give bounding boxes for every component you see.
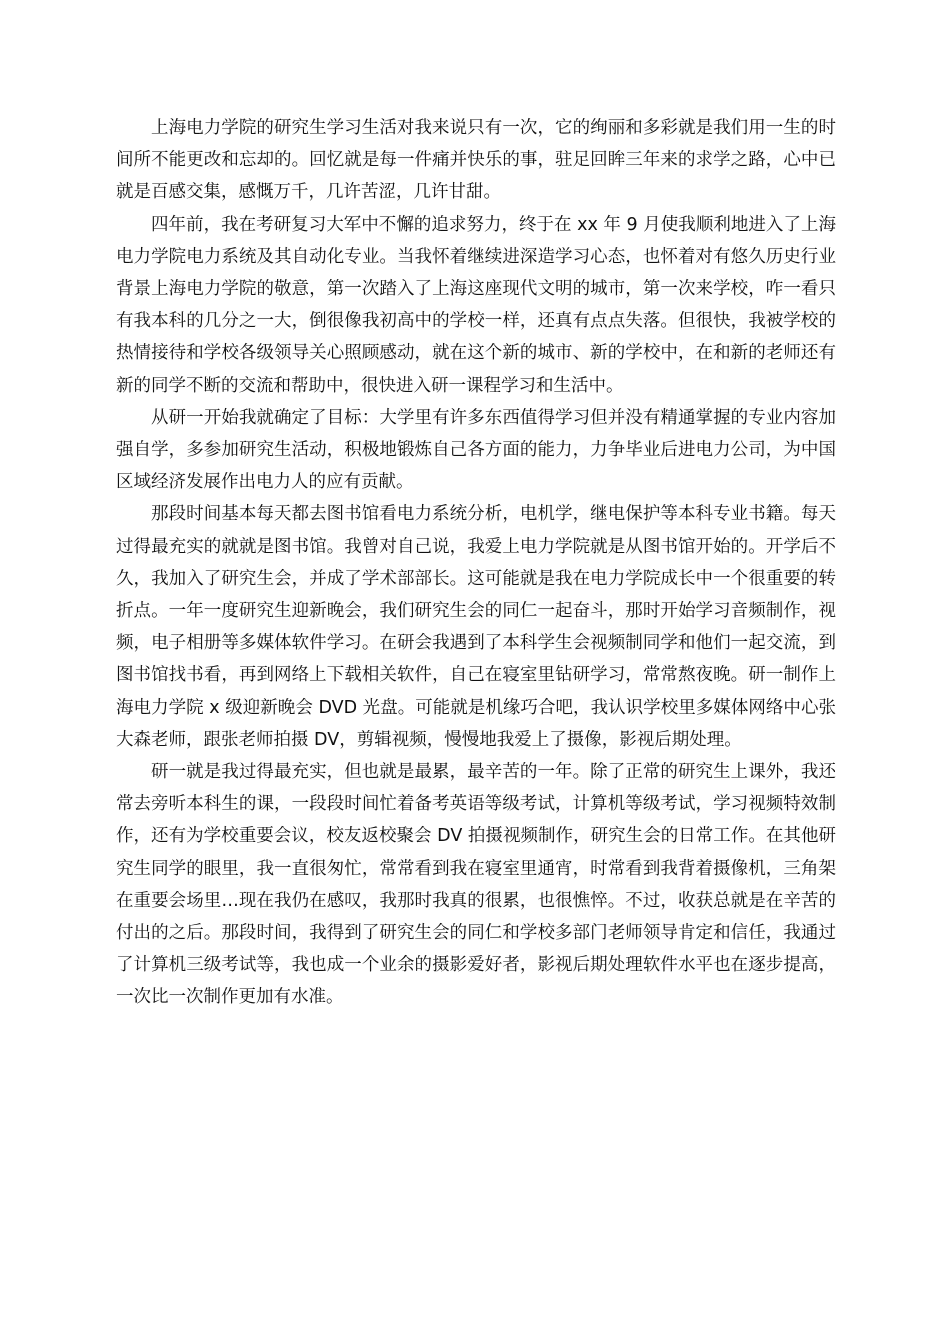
paragraph-5: 研一就是我过得最充实，但也就是最累，最辛苦的一年。除了正常的研究生上课外，我还常去旁听本科生的课，一段段时间忙着备考英语等级考试，计算机等级考试，学习视频特效制作，还有为学校重要会议，校友返校聚会 DV 拍摄视频制作，研究生会的日常工作。在其他研究生同学的眼里，我一直很匆忙，常常看到我在寝室里通宵，时常看到我背着摄像机，三角架在重要会场里…现在我仍在感叹，我那时我真的很累，也很憔悴。不过，收获总就是在辛苦的付出的之后。那段时间，我得到了研究生会的同仁和学校多部门老师领导肯定和信任，我通过了计算机三级考试等，我也成一个业余的摄影爱好者，影视后期处理软件水平也在逐步提高，一次比一次制作更加有水准。 (116, 762, 836, 1008)
paragraph-1: 上海电力学院的研究生学习生活对我来说只有一次，它的绚丽和多彩就是我们用一生的时间所不能更改和忘却的。回忆就是每一件痛并快乐的事，驻足回眸三年来的求学之路，心中已就是百感交集，感慨万千，几许苦涩，几许甘甜。 (116, 118, 836, 203)
paragraph-3: 从研一开始我就确定了目标：大学里有许多东西值得学习但并没有精通掌握的专业内容加强自学，多参加研究生活动，积极地锻炼自己各方面的能力，力争毕业后进电力公司，为中国区域经济发展作出电力人的应有贡献。 (116, 407, 836, 493)
document-body (116, 112, 836, 1014)
paragraph-2: 四年前，我在考研复习大军中不懈的追求努力，终于在 xx 年 9 月使我顺利地进入了上海电力学院电力系统及其自动化专业。当我怀着继续进深造学习心态，也怀着对有悠久历史行业背景上海电力学院的敬意，第一次踏入了上海这座现代文明的城市，第一次来学校，咋一看只有我本科的几分之一大，倒很像我初高中的学校一样，还真有点点失落。但很快，我被学校的热情接待和学校各级领导关心照顾感动，就在这个新的城市、新的学校中，在和新的老师还有新的同学不断的交流和帮助中，很快进入研一课程学习和生活中。 (116, 214, 836, 396)
paragraph-4: 那段时间基本每天都去图书馆看电力系统分析，电机学，继电保护等本科专业书籍。每天过得最充实的就就是图书馆。我曾对自己说，我爱上电力学院就是从图书馆开始的。开学后不久，我加入了研究生会，并成了学术部部长。这可能就是我在电力学院成长中一个很重要的转折点。一年一度研究生迎新晚会，我们研究生会的同仁一起奋斗，那时开始学习音频制作，视频，电子相册等多媒体软件学习。在研会我遇到了本科学生会视频制同学和他们一起交流，到图书馆找书看，再到网络上下载相关软件，自己在寝室里钻研学习，常常熬夜晚。研一制作上海电力学院 x 级迎新晚会 DVD 光盘。可能就是机缘巧合吧，我认识学校里多媒体网络中心张大森老师，跟张老师拍摄 DV，剪辑视频，慢慢地我爱上了摄像，影视后期处理。 (116, 504, 836, 750)
